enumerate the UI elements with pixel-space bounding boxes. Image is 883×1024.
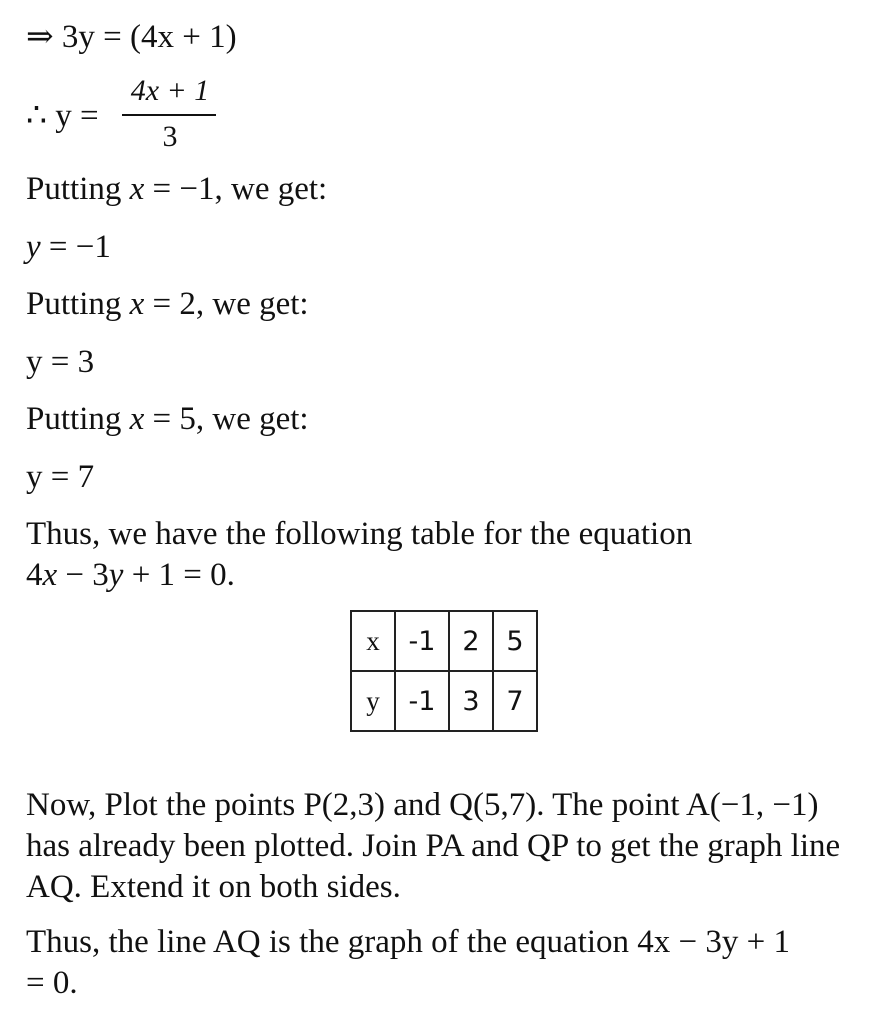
result-y-minus-1 xyxy=(26,228,111,266)
eq-coef: − 3 xyxy=(57,557,109,593)
putting-rest: = −1, we get: xyxy=(144,171,328,207)
fraction-numerator: 4x + 1 xyxy=(130,74,210,107)
table-row-y xyxy=(351,671,537,731)
variable-x: x xyxy=(129,286,145,322)
result-value: = −1 xyxy=(40,229,111,265)
eq-y: y xyxy=(108,557,124,593)
variable-x: x xyxy=(129,171,145,207)
table-intro-text: Thus, we have the following table for the equation xyxy=(26,516,693,552)
putting-text: Putting xyxy=(26,286,130,322)
values-table xyxy=(350,610,538,732)
fraction-lead: ∴ y = xyxy=(26,98,99,134)
table-cell: 3 xyxy=(449,671,493,731)
putting-x-2 xyxy=(26,285,309,323)
fraction-bar xyxy=(122,114,216,116)
putting-text: Putting xyxy=(26,171,130,207)
conclusion-text: Thus, the line AQ is the graph of the equation 4x − 3y + 1 = 0. xyxy=(26,924,791,1001)
putting-x-minus-1 xyxy=(26,170,327,208)
putting-text: Putting xyxy=(26,401,130,437)
fraction-denominator: 3 xyxy=(162,120,178,153)
equation-line-3y: ⇒ 3y = (4x + 1) xyxy=(26,19,237,55)
variable-y: y xyxy=(26,229,41,265)
table-row-x xyxy=(351,611,537,671)
row-label: x xyxy=(351,611,395,671)
table-intro-equation xyxy=(26,556,235,594)
putting-rest: = 2, we get: xyxy=(144,286,309,322)
eq-rest: + 1 = 0. xyxy=(123,557,235,593)
variable-x: x xyxy=(129,401,145,437)
eq-coef: 4 xyxy=(26,557,43,593)
putting-x-5 xyxy=(26,400,309,438)
table-cell: 7 xyxy=(493,671,537,731)
result-y-3: y = 3 xyxy=(26,344,95,380)
table-cell: -1 xyxy=(395,671,449,731)
eq-x: x xyxy=(42,557,58,593)
table-cell: 2 xyxy=(449,611,493,671)
result-y-7: y = 7 xyxy=(26,459,95,495)
table-cell: -1 xyxy=(395,611,449,671)
table-cell: 5 xyxy=(493,611,537,671)
row-label: y xyxy=(351,671,395,731)
putting-rest: = 5, we get: xyxy=(144,401,309,437)
plot-instructions: Now, Plot the points P(2,3) and Q(5,7). The point A(−1, −1) has already been plotted. Join PA and QP to get the graph line AQ. Extend it on both sides. xyxy=(26,787,841,905)
